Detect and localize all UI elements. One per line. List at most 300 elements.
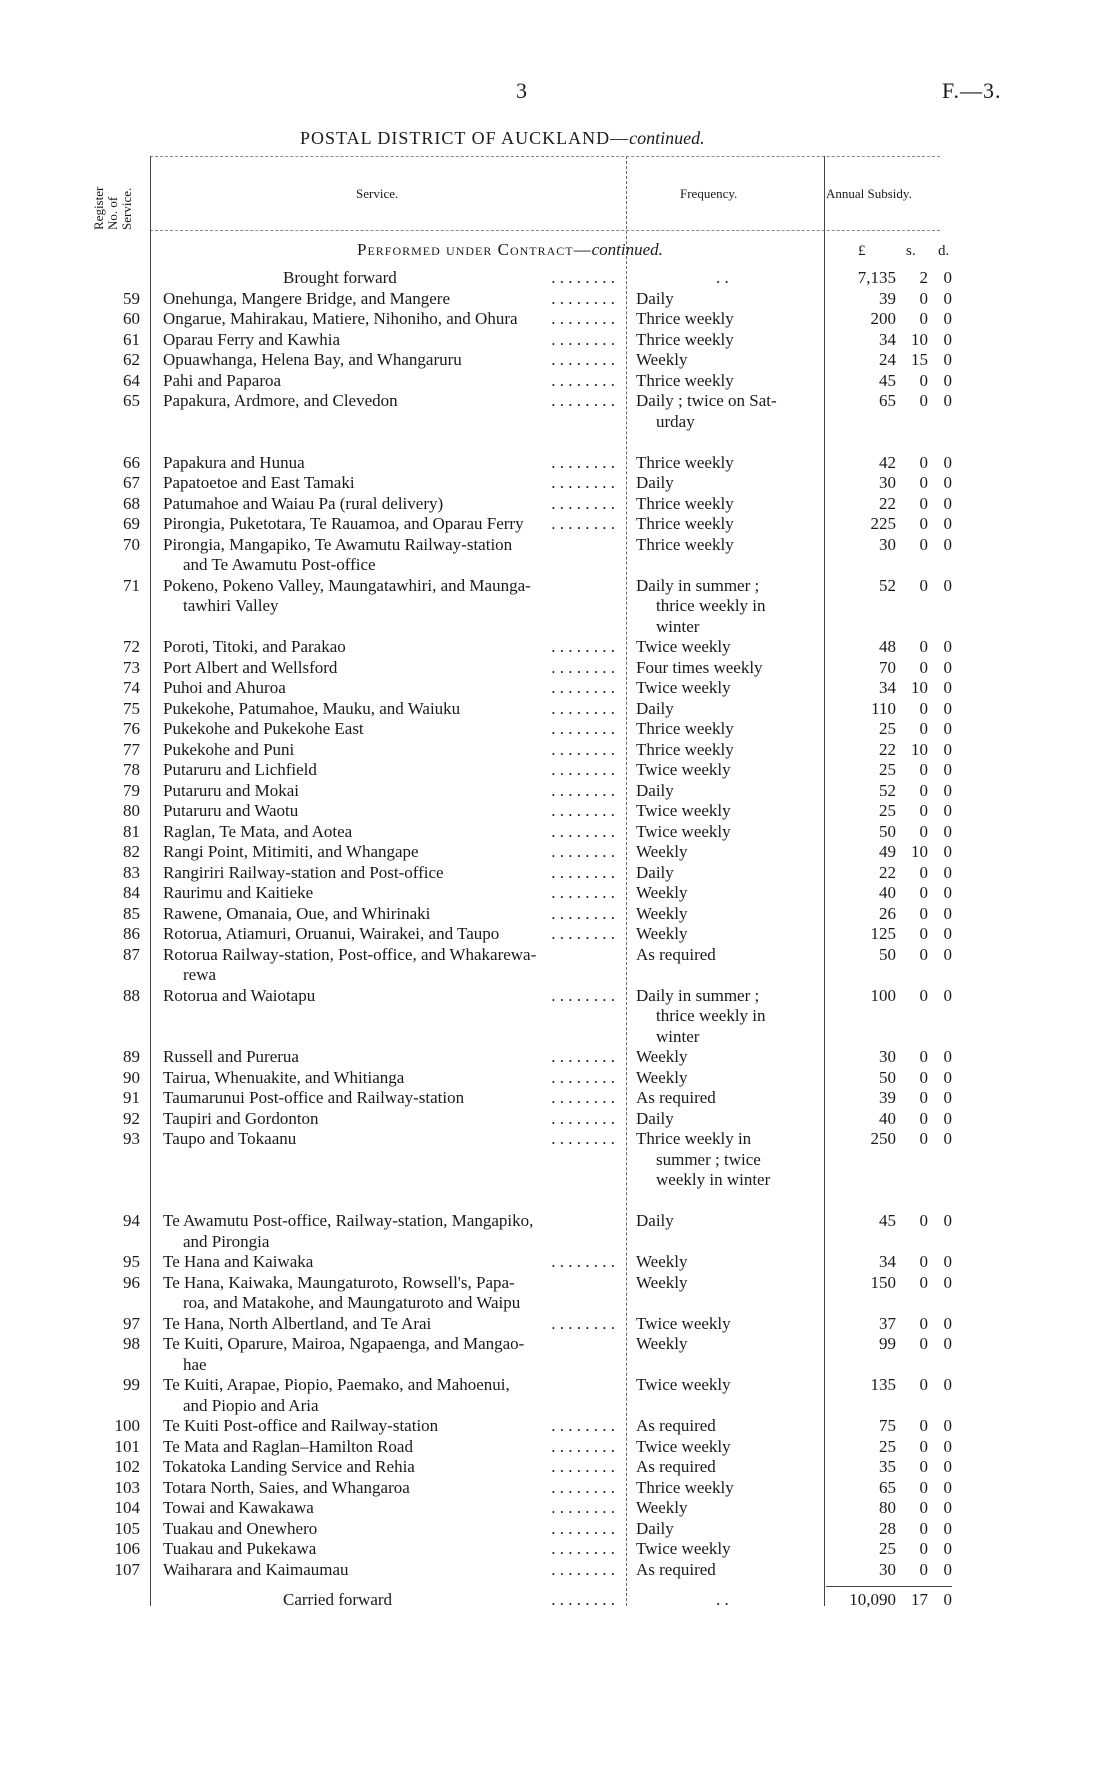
service-line xyxy=(163,330,619,351)
subsidy-pounds: 70 xyxy=(879,657,896,677)
service-line xyxy=(163,576,619,597)
subsidy-pounds: 39 xyxy=(879,1088,896,1107)
service-description xyxy=(163,1539,619,1560)
service-line xyxy=(163,740,619,761)
subsidy-pence: 0 xyxy=(943,1047,952,1066)
subsidy-pence: 0 xyxy=(943,350,952,369)
leader-dots: . . . . . . . . xyxy=(551,842,615,861)
service-text: Raglan, Te Mata, and Aotea xyxy=(163,821,353,841)
subsidy-pence: 0 xyxy=(943,1436,952,1456)
subsidy-pounds: 42 xyxy=(879,452,896,472)
leader-dots: . . . . . . . . xyxy=(551,801,615,820)
subsidy-pence: 0 xyxy=(943,1211,952,1230)
service-line xyxy=(163,289,619,310)
service-description xyxy=(163,842,619,863)
frequency xyxy=(636,1457,816,1478)
service-text: Rotorua and Waiotapu xyxy=(163,985,316,1005)
leader-dots: . . . . . . . . xyxy=(551,985,615,1005)
frequency xyxy=(636,289,816,310)
subsidy-pence: 0 xyxy=(943,1416,952,1435)
subsidy-pounds: 100 xyxy=(870,985,896,1005)
service-description xyxy=(163,535,619,576)
leader-dots: . . . . . . . . xyxy=(551,370,615,390)
register-number: 88 xyxy=(123,985,140,1005)
service-line xyxy=(163,760,619,781)
frequency-line: Daily in summer ; xyxy=(636,985,760,1005)
frequency xyxy=(636,1375,816,1396)
leader-dots: . . . . . . . . xyxy=(551,452,615,472)
register-number: 101 xyxy=(114,1436,140,1456)
subsidy-shillings: 0 xyxy=(919,1088,928,1107)
service-line xyxy=(163,1211,619,1232)
service-line xyxy=(163,699,619,720)
frequency-line: Twice weekly xyxy=(636,1375,731,1394)
service-line xyxy=(163,596,619,617)
frequency-line: Weekly xyxy=(636,1047,688,1066)
subsidy-shillings: 0 xyxy=(919,719,928,738)
frequency-line: Twice weekly xyxy=(636,821,731,841)
frequency xyxy=(636,699,816,720)
frequency-line: Weekly xyxy=(636,1498,688,1517)
subsidy-pounds: 49 xyxy=(879,842,896,861)
service-text: Russell and Purerua xyxy=(163,1047,299,1066)
service-text: Papakura, Ardmore, and Clevedon xyxy=(163,391,398,410)
subsidy-pounds: 99 xyxy=(879,1334,896,1353)
leader-dots: . . . . . . . . xyxy=(551,268,615,287)
frequency xyxy=(636,1334,816,1355)
service-description xyxy=(163,1478,619,1499)
service-description xyxy=(163,760,619,781)
register-number: 74 xyxy=(123,678,140,697)
subsidy-pence: 0 xyxy=(943,370,952,390)
subsidy-pence: 0 xyxy=(943,1088,952,1107)
leader-dots: . . . . . . . . xyxy=(551,678,615,697)
subsidy-pounds: 135 xyxy=(870,1375,896,1394)
subsidy-pence: 0 xyxy=(943,924,952,943)
frequency xyxy=(636,371,816,392)
service-description xyxy=(163,945,619,986)
service-text: Papatoetoe and East Tamaki xyxy=(163,473,355,492)
service-text: Putaruru and Lichfield xyxy=(163,760,317,779)
section-continued: continued. xyxy=(591,240,663,259)
subsidy-pounds: 50 xyxy=(879,944,896,964)
frequency xyxy=(636,453,816,474)
service-line xyxy=(163,1314,619,1335)
subsidy-shillings: 0 xyxy=(919,821,928,841)
register-number: 61 xyxy=(123,329,140,349)
frequency-line: Daily xyxy=(636,862,674,882)
subsidy-pence: 0 xyxy=(943,801,952,820)
service-description xyxy=(163,1498,619,1519)
service-text: Port Albert and Wellsford xyxy=(163,657,338,677)
subsidy-pounds: 50 xyxy=(879,1067,896,1087)
frequency xyxy=(636,1109,816,1130)
service-description xyxy=(163,1109,619,1130)
register-number: 72 xyxy=(123,637,140,656)
frequency-line: thrice weekly in xyxy=(656,1006,766,1025)
leader-dots: . . . . . . . . xyxy=(551,288,615,308)
service-text: Te Kuiti Post-office and Railway-station xyxy=(163,1416,439,1435)
subsidy-pence: 0 xyxy=(943,329,952,349)
service-text: Te Hana, Kaiwaka, Maungaturoto, Rowsell's, Papa- xyxy=(163,1272,515,1292)
frequency-line: Twice weekly xyxy=(636,678,731,697)
subsidy-shillings: 0 xyxy=(919,760,928,779)
service-line xyxy=(163,1478,619,1499)
service-description xyxy=(163,740,619,761)
service-line xyxy=(163,1109,619,1130)
service-text: tawhiri Valley xyxy=(183,596,279,615)
service-text: Tuakau and Pukekawa xyxy=(163,1539,317,1558)
frequency xyxy=(636,1560,816,1581)
register-number: 83 xyxy=(123,862,140,882)
subsidy-pounds: 34 xyxy=(879,1252,896,1271)
service-description xyxy=(163,781,619,802)
subsidy-column-header: Annual Subsidy. xyxy=(826,186,912,201)
subsidy-pence: 0 xyxy=(943,1498,952,1517)
subsidy-pence: 0 xyxy=(943,985,952,1005)
subsidy-pence: 0 xyxy=(943,739,952,759)
frequency-line: Weekly xyxy=(636,1067,688,1087)
service-text: Te Hana, North Albertland, and Te Arai xyxy=(163,1313,432,1333)
service-text: and Piopio and Aria xyxy=(183,1395,319,1415)
service-text: and Te Awamutu Post-office xyxy=(183,555,376,574)
service-line xyxy=(163,924,619,945)
service-text: Putaruru and Mokai xyxy=(163,780,299,800)
service-line xyxy=(163,1232,619,1253)
subsidy-pounds: 28 xyxy=(879,1518,896,1538)
frequency xyxy=(636,945,816,966)
service-text: Te Hana and Kaiwaka xyxy=(163,1252,314,1271)
frequency xyxy=(636,1498,816,1519)
section-label: Performed under Contract— xyxy=(357,240,592,259)
frequency xyxy=(636,1519,816,1540)
subsidy-shillings: 0 xyxy=(919,1416,928,1435)
register-number: 97 xyxy=(123,1313,140,1333)
subsidy-pounds: 24 xyxy=(879,350,896,369)
subsidy-pounds: 110 xyxy=(871,698,896,718)
subsidy-pence: 0 xyxy=(943,903,952,923)
frequency xyxy=(636,781,816,802)
frequency-line: urday xyxy=(656,411,695,431)
frequency xyxy=(636,1478,816,1499)
service-text: Taumarunui Post-office and Railway-station xyxy=(163,1088,465,1107)
service-description xyxy=(163,473,619,494)
subsidy-pence: 0 xyxy=(943,944,952,964)
subsidy-pence: 0 xyxy=(943,534,952,554)
service-line xyxy=(163,1252,619,1273)
subsidy-pence: 0 xyxy=(943,698,952,718)
service-description xyxy=(163,1375,619,1416)
register-number: 102 xyxy=(114,1457,140,1476)
register-number: 73 xyxy=(123,657,140,677)
frequency xyxy=(636,637,816,658)
subsidy-pence: 0 xyxy=(943,1457,952,1476)
service-line xyxy=(163,1129,619,1150)
service-text: Rawene, Omanaia, Oue, and Whirinaki xyxy=(163,903,431,923)
subsidy-pence: 0 xyxy=(943,1375,952,1394)
service-line xyxy=(163,1047,619,1068)
service-line xyxy=(163,678,619,699)
subsidy-shillings: 0 xyxy=(919,1375,928,1394)
carried-forward-pounds: 10,090 xyxy=(849,1590,896,1609)
register-number: 84 xyxy=(123,883,140,902)
subsidy-shillings: 0 xyxy=(919,288,928,308)
service-description xyxy=(163,1416,619,1437)
leader-dots: . . . . . . . . xyxy=(551,637,615,656)
service-description xyxy=(163,1437,619,1458)
frequency-line: Thrice weekly xyxy=(636,719,734,738)
service-description xyxy=(163,1211,619,1252)
leader-dots: . . . . . . . . xyxy=(551,883,615,902)
register-number: 71 xyxy=(123,575,140,595)
frequency-line: Thrice weekly xyxy=(636,1477,734,1497)
subsidy-shillings: 0 xyxy=(919,698,928,718)
service-description xyxy=(163,1047,619,1068)
frequency xyxy=(636,1273,816,1294)
service-description xyxy=(163,576,619,617)
leader-dots: . . . . . . . . xyxy=(551,924,615,943)
frequency xyxy=(636,924,816,945)
subsidy-pence: 0 xyxy=(943,637,952,656)
leader-dots: . . . . . . . . xyxy=(551,1436,615,1456)
subsidy-shillings: 0 xyxy=(919,985,928,1005)
header-top-rule xyxy=(150,156,940,157)
subsidy-shillings: 0 xyxy=(919,575,928,595)
frequency-line: Twice weekly xyxy=(636,1313,731,1333)
leader-dots: . . . . . . . . xyxy=(551,760,615,779)
service-line xyxy=(163,904,619,925)
subsidy-pounds: 37 xyxy=(879,1313,896,1333)
frequency-line: winter xyxy=(656,1026,700,1046)
service-description xyxy=(163,986,619,1007)
register-number: 81 xyxy=(123,821,140,841)
leader-dots: . . . . . . . . xyxy=(551,493,615,513)
register-number: 64 xyxy=(123,370,140,390)
frequency-line: Twice weekly xyxy=(636,637,731,656)
service-description xyxy=(163,699,619,720)
frequency xyxy=(636,535,816,556)
service-text: Taupo and Tokaanu xyxy=(163,1129,297,1148)
register-number: 99 xyxy=(123,1375,140,1394)
brought-forward-pence: 0 xyxy=(943,268,952,287)
subsidy-pence: 0 xyxy=(943,309,952,328)
service-text: Pahi and Paparoa xyxy=(163,370,282,390)
register-number: 103 xyxy=(114,1477,140,1497)
frequency-line: Thrice weekly xyxy=(636,739,734,759)
register-number: 76 xyxy=(123,719,140,738)
frequency-line: Twice weekly xyxy=(636,1436,731,1456)
subsidy-pounds: 30 xyxy=(879,1047,896,1066)
register-number: 90 xyxy=(123,1067,140,1087)
frequency-line: Thrice weekly in xyxy=(636,1129,752,1148)
subsidy-pence: 0 xyxy=(943,1559,952,1579)
frequency-line: Thrice weekly xyxy=(636,329,734,349)
service-line xyxy=(163,1539,619,1560)
frequency-leader: . . xyxy=(716,268,729,287)
leader-dots: . . . . . . . . xyxy=(551,1252,615,1271)
subsidy-shillings: 0 xyxy=(919,534,928,554)
subsidy-pounds: 22 xyxy=(879,493,896,513)
subsidy-shillings: 0 xyxy=(919,452,928,472)
leader-dots: . . . . . . . . xyxy=(551,903,615,923)
leader-dots: . . . . . . . . xyxy=(551,1498,615,1517)
subsidy-pounds: 48 xyxy=(879,637,896,656)
subsidy-shillings: 0 xyxy=(919,1047,928,1066)
frequency-line: Weekly xyxy=(636,1334,688,1353)
carried-forward-pence: 0 xyxy=(943,1590,952,1609)
subsidy-shillings: 0 xyxy=(919,1211,928,1230)
frequency-line: weekly in winter xyxy=(656,1170,771,1189)
register-number: 80 xyxy=(123,801,140,820)
section-heading xyxy=(357,240,663,260)
service-text: Pirongia, Puketotara, Te Rauamoa, and Oparau Ferry xyxy=(163,514,524,533)
subsidy-shillings: 0 xyxy=(919,391,928,410)
service-text: Waiharara and Kaimaumau xyxy=(163,1559,349,1579)
frequency-line: Daily ; twice on Sat- xyxy=(636,391,777,410)
service-line xyxy=(163,658,619,679)
service-text: Pukekohe and Puni xyxy=(163,739,295,759)
register-number: 91 xyxy=(123,1088,140,1107)
service-line xyxy=(163,1457,619,1478)
frequency xyxy=(636,883,816,904)
frequency xyxy=(636,678,816,699)
leader-dots: . . . . . . . . xyxy=(551,473,615,492)
frequency-line: Thrice weekly xyxy=(636,309,734,328)
service-description xyxy=(163,371,619,392)
frequency xyxy=(636,330,816,351)
service-line xyxy=(163,965,619,986)
page-number: 3 xyxy=(516,78,527,103)
subsidy-shillings: 10 xyxy=(911,329,928,349)
service-text: Te Mata and Raglan–Hamilton Road xyxy=(163,1436,413,1456)
frequency xyxy=(636,986,816,1048)
subsidy-pence: 0 xyxy=(943,780,952,800)
subsidy-pounds: 30 xyxy=(879,534,896,554)
subsidy-shillings: 0 xyxy=(919,309,928,328)
subsidy-pounds: 34 xyxy=(879,678,896,697)
leader-dots: . . . . . . . . xyxy=(551,739,615,759)
service-text: Te Awamutu Post-office, Railway-station, Mangapiko, xyxy=(163,1211,534,1230)
subsidy-pounds: 75 xyxy=(879,1416,896,1435)
frequency xyxy=(636,1068,816,1089)
service-line xyxy=(163,371,619,392)
subsidy-pence: 0 xyxy=(943,657,952,677)
subsidy-pounds: 52 xyxy=(879,780,896,800)
subsidy-pounds: 35 xyxy=(879,1457,896,1476)
service-description xyxy=(163,1314,619,1335)
subsidy-pounds: 25 xyxy=(879,719,896,738)
subsidy-pounds: 39 xyxy=(879,288,896,308)
service-text: Tokatoka Landing Service and Rehia xyxy=(163,1457,415,1476)
pounds-unit: £ xyxy=(858,243,866,259)
service-description xyxy=(163,883,619,904)
service-text: Onehunga, Mangere Bridge, and Mangere xyxy=(163,288,451,308)
subsidy-pence: 0 xyxy=(943,1129,952,1148)
subsidy-pounds: 34 xyxy=(879,329,896,349)
subsidy-pounds: 25 xyxy=(879,1436,896,1456)
frequency xyxy=(636,1314,816,1335)
frequency-line: Daily xyxy=(636,1211,674,1230)
frequency xyxy=(636,822,816,843)
service-description xyxy=(163,822,619,843)
service-text: Taupiri and Gordonton xyxy=(163,1108,319,1128)
service-text: Ongarue, Mahirakau, Matiere, Nihoniho, and Ohura xyxy=(163,309,518,328)
register-number: 96 xyxy=(123,1272,140,1292)
register-number: 59 xyxy=(123,288,140,308)
leader-dots: . . . . . . . . xyxy=(551,1067,615,1087)
service-text: Pokeno, Pokeno Valley, Maungatawhiri, and Maunga- xyxy=(163,575,531,595)
subsidy-pounds: 22 xyxy=(879,862,896,882)
service-text: Rangiriri Railway-station and Post-office xyxy=(163,862,444,882)
subsidy-pounds: 45 xyxy=(879,1211,896,1230)
service-line xyxy=(163,1293,619,1314)
frequency xyxy=(636,350,816,371)
service-description xyxy=(163,494,619,515)
service-column-rule xyxy=(626,156,627,1606)
register-number: 95 xyxy=(123,1252,140,1271)
subsidy-pence: 0 xyxy=(943,288,952,308)
service-text: Tairua, Whenuakite, and Whitianga xyxy=(163,1067,405,1087)
service-description xyxy=(163,1334,619,1375)
leader-dots: . . . . . . . . xyxy=(551,1559,615,1579)
frequency xyxy=(636,1129,816,1191)
leader-dots: . . . . . . . . xyxy=(551,1477,615,1497)
subsidy-pence: 0 xyxy=(943,1477,952,1497)
frequency-line: Twice weekly xyxy=(636,1539,731,1558)
service-line xyxy=(163,1498,619,1519)
register-number: 62 xyxy=(123,350,140,369)
frequency-line: Weekly xyxy=(636,1272,688,1292)
service-text: rewa xyxy=(183,965,217,984)
subsidy-pounds: 22 xyxy=(879,739,896,759)
subsidy-shillings: 0 xyxy=(919,1559,928,1579)
subsidy-pounds: 225 xyxy=(870,514,896,533)
register-column-rule xyxy=(150,156,151,1606)
register-number: 98 xyxy=(123,1334,140,1353)
service-line xyxy=(163,494,619,515)
frequency-line: Weekly xyxy=(636,883,688,902)
frequency xyxy=(636,309,816,330)
service-line xyxy=(163,453,619,474)
service-line xyxy=(163,555,619,576)
service-line xyxy=(163,1396,619,1417)
subsidy-shillings: 0 xyxy=(919,1477,928,1497)
frequency xyxy=(636,1416,816,1437)
subsidy-pence: 0 xyxy=(943,821,952,841)
title-continued: continued. xyxy=(629,128,705,148)
subsidy-pence: 0 xyxy=(943,1518,952,1538)
register-number: 87 xyxy=(123,944,140,964)
service-text: Poroti, Titoki, and Parakao xyxy=(163,637,346,656)
subsidy-pounds: 40 xyxy=(879,1108,896,1128)
subsidy-shillings: 0 xyxy=(919,1498,928,1517)
service-description xyxy=(163,350,619,371)
subsidy-shillings: 0 xyxy=(919,883,928,902)
subsidy-shillings: 0 xyxy=(919,473,928,492)
leader-dots: . . . . . . . . xyxy=(551,391,615,410)
service-description xyxy=(163,1129,619,1150)
register-number: 86 xyxy=(123,924,140,943)
frequency-line: As required xyxy=(636,1088,716,1107)
service-description xyxy=(163,514,619,535)
leader-dots: . . . . . . . . xyxy=(551,514,615,533)
frequency-line: Daily xyxy=(636,1518,674,1538)
brought-forward-pounds: 7,135 xyxy=(857,268,896,287)
frequency xyxy=(636,904,816,925)
service-description xyxy=(163,309,619,330)
subsidy-shillings: 15 xyxy=(911,350,928,369)
subsidy-pounds: 150 xyxy=(870,1272,896,1292)
